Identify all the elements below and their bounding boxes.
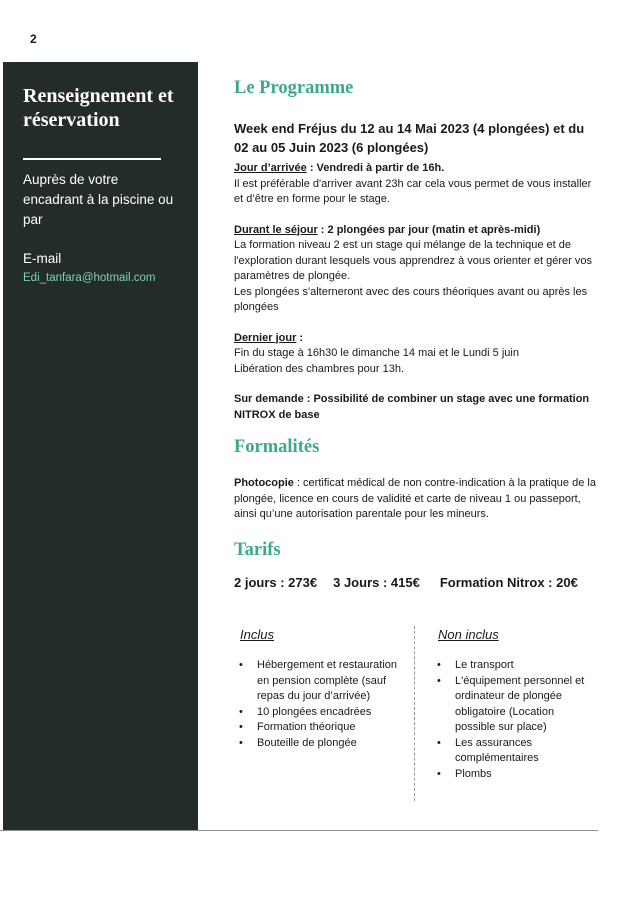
stay-text-1: La formation niveau 2 est un stage qui mélange de la technique et de l'exploration durant lesquels vous apprendrez à vous orienter et gérer vos paramètres de plongée. [234,239,592,282]
stay-text-2: Les plongées s'alterneront avec des cours théoriques avant ou après les plongées [234,285,588,313]
excluded-title: Non inclus [438,627,499,642]
arrival-label: Jour d’arrivée [234,162,307,174]
arrival-line [234,161,598,177]
list-item: • 10 plongées encadrées [234,705,406,721]
last-day-rest: : [296,331,304,344]
formalites-label: Photocopie [234,477,294,489]
programme-heading: Le Programme [234,78,354,98]
tarifs-heading: Tarifs [234,539,281,560]
included-list [234,658,406,751]
sidebar-divider [23,158,161,160]
list-item: • Plombs [432,767,596,783]
last-day-label: Dernier jour [234,331,297,344]
included-title: Inclus [240,627,274,642]
main-content [234,76,598,592]
email-label: E-mail [23,251,62,266]
stay-line [234,223,598,239]
included-column [234,626,406,751]
stay-rest: : 2 plongées par jour (matin et après-midi) [317,223,541,236]
list-item: • Les assurances complémentaires [432,736,596,767]
list-item: • Le transport [432,658,596,674]
excluded-list [432,658,596,782]
list-item: • Bouteille de plongée [234,736,406,752]
list-item: • L'équipement personnel et ordinateur de plongée obligatoire (Location possible sur place) [432,674,596,736]
price-2-days: 2 jours : 273€ [234,574,318,590]
programme-subtitle: Week end Fréjus du 12 au 14 Mai 2023 (4 plongées) et du 02 au 05 Juin 2023 (6 plongées) [234,121,585,155]
stay-label: Durant le séjour [234,223,318,236]
last-day-line [234,331,598,347]
list-item: • Hébergement et restauration en pension complète (sauf repas du jour d’arrivée) [234,658,406,705]
inclusions-table [234,626,598,801]
sidebar [3,62,198,830]
sidebar-title: Renseignement et réservation [23,85,174,131]
email-link[interactable]: Edi_tanfara@hotmail.com [23,272,156,284]
formalites-text [234,476,598,523]
last-day-text-2: Libération des chambres pour 13h. [234,362,404,375]
column-divider [414,626,415,801]
arrival-text: Il est préférable d'arriver avant 23h car cela vous permet de vous installer et d’être en forme pour le stage. [234,177,592,205]
list-item: • Formation théorique [234,720,406,736]
formalites-heading: Formalités [234,437,320,457]
sidebar-contact-text: Auprès de votre encadrant à la piscine ou par [23,172,174,227]
last-day-text-1: Fin du stage à 16h30 le dimanche 14 mai et le Lundi 5 juin [234,347,519,359]
formalites-body: : certificat médical de non contre-indication à la pratique de la plongée, licence en cours de validité et carte de niveau 1 ou passeport, ainsi qu’une autorisation parentale pour les mineurs. [234,477,596,520]
price-nitrox: Formation Nitrox : 20€ [439,574,578,590]
bottom-divider [0,830,598,831]
price-list [234,574,598,592]
excluded-column [432,626,596,782]
price-3-days: 3 Jours : 415€ [333,574,420,590]
arrival-rest: : Vendredi à partir de 16h. [306,162,445,174]
on-demand-text: Sur demande : Possibilité de combiner un stage avec une formation NITROX de base [234,393,590,421]
page-number: 2 [30,32,37,46]
